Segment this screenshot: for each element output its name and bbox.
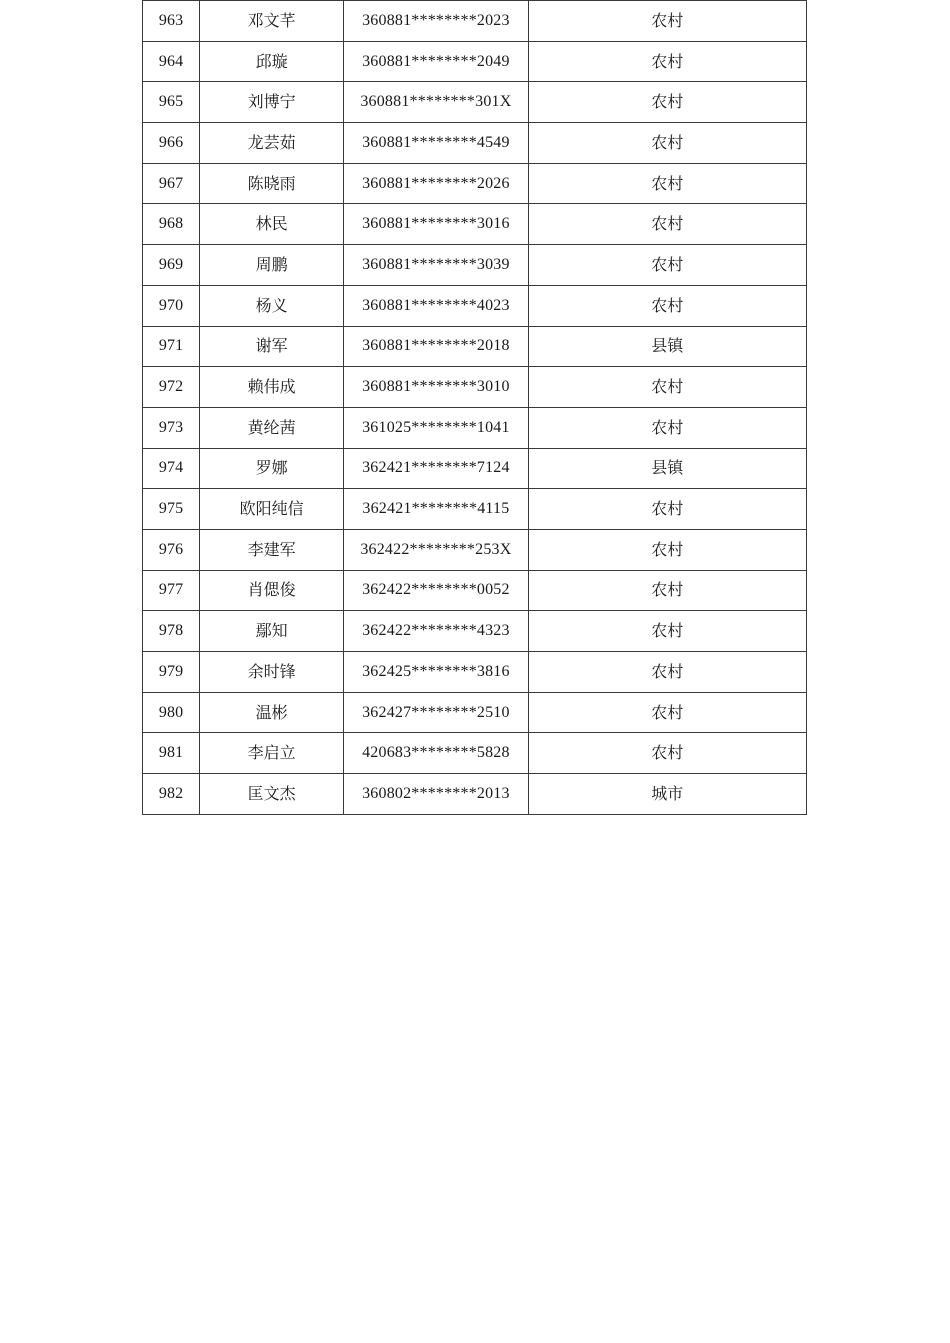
row-number: 964 [143,41,200,82]
table-row [143,163,807,204]
student-name: 欧阳纯信 [200,489,344,530]
id-number: 362425********3816 [344,652,528,693]
id-number: 362422********253X [344,529,528,570]
household-type: 农村 [528,529,806,570]
household-type: 农村 [528,570,806,611]
household-type: 农村 [528,204,806,245]
id-number: 420683********5828 [344,733,528,774]
table-row [143,41,807,82]
student-name: 龙芸茹 [200,123,344,164]
roster-table-body [143,1,807,815]
household-type: 农村 [528,733,806,774]
id-number: 360881********2018 [344,326,528,367]
student-name: 赖伟成 [200,367,344,408]
row-number: 965 [143,82,200,123]
row-number: 979 [143,652,200,693]
row-number: 969 [143,245,200,286]
student-name: 杨义 [200,285,344,326]
student-name: 李建军 [200,529,344,570]
household-type: 县镇 [528,448,806,489]
household-type: 农村 [528,407,806,448]
table-row [143,570,807,611]
table-row [143,489,807,530]
row-number: 970 [143,285,200,326]
household-type: 农村 [528,652,806,693]
student-name: 鄢知 [200,611,344,652]
id-number: 360881********3010 [344,367,528,408]
household-type: 农村 [528,245,806,286]
table-row [143,204,807,245]
row-number: 975 [143,489,200,530]
table-row [143,367,807,408]
table-row [143,123,807,164]
row-number: 967 [143,163,200,204]
household-type: 县镇 [528,326,806,367]
row-number: 982 [143,774,200,815]
row-number: 973 [143,407,200,448]
household-type: 农村 [528,1,806,42]
row-number: 977 [143,570,200,611]
table-row [143,82,807,123]
table-row [143,448,807,489]
student-name: 肖偲俊 [200,570,344,611]
household-type: 城市 [528,774,806,815]
student-name: 温彬 [200,692,344,733]
household-type: 农村 [528,285,806,326]
id-number: 360881********2049 [344,41,528,82]
id-number: 361025********1041 [344,407,528,448]
household-type: 农村 [528,489,806,530]
student-name: 陈晓雨 [200,163,344,204]
row-number: 966 [143,123,200,164]
id-number: 360881********4549 [344,123,528,164]
table-row [143,774,807,815]
table-row [143,692,807,733]
row-number: 972 [143,367,200,408]
id-number: 362427********2510 [344,692,528,733]
table-row [143,1,807,42]
household-type: 农村 [528,163,806,204]
student-name: 刘博宁 [200,82,344,123]
table-row [143,285,807,326]
id-number: 360881********2023 [344,1,528,42]
row-number: 978 [143,611,200,652]
id-number: 362421********4115 [344,489,528,530]
household-type: 农村 [528,367,806,408]
row-number: 971 [143,326,200,367]
household-type: 农村 [528,692,806,733]
row-number: 963 [143,1,200,42]
id-number: 362422********0052 [344,570,528,611]
table-row [143,733,807,774]
table-row [143,326,807,367]
household-type: 农村 [528,82,806,123]
table-row [143,407,807,448]
table-row [143,245,807,286]
household-type: 农村 [528,611,806,652]
household-type: 农村 [528,123,806,164]
student-name: 黄纶茜 [200,407,344,448]
student-name: 罗娜 [200,448,344,489]
id-number: 360881********3016 [344,204,528,245]
row-number: 976 [143,529,200,570]
student-name: 余时锋 [200,652,344,693]
id-number: 360881********3039 [344,245,528,286]
roster-table [142,0,807,815]
row-number: 980 [143,692,200,733]
id-number: 362422********4323 [344,611,528,652]
id-number: 360802********2013 [344,774,528,815]
id-number: 360881********301X [344,82,528,123]
student-name: 李启立 [200,733,344,774]
table-row [143,611,807,652]
student-name: 匡文杰 [200,774,344,815]
id-number: 362421********7124 [344,448,528,489]
id-number: 360881********2026 [344,163,528,204]
row-number: 974 [143,448,200,489]
student-name: 谢军 [200,326,344,367]
table-row [143,529,807,570]
student-name: 邓文芊 [200,1,344,42]
row-number: 968 [143,204,200,245]
student-name: 邱璇 [200,41,344,82]
row-number: 981 [143,733,200,774]
id-number: 360881********4023 [344,285,528,326]
student-name: 周鹏 [200,245,344,286]
table-row [143,652,807,693]
student-name: 林民 [200,204,344,245]
household-type: 农村 [528,41,806,82]
